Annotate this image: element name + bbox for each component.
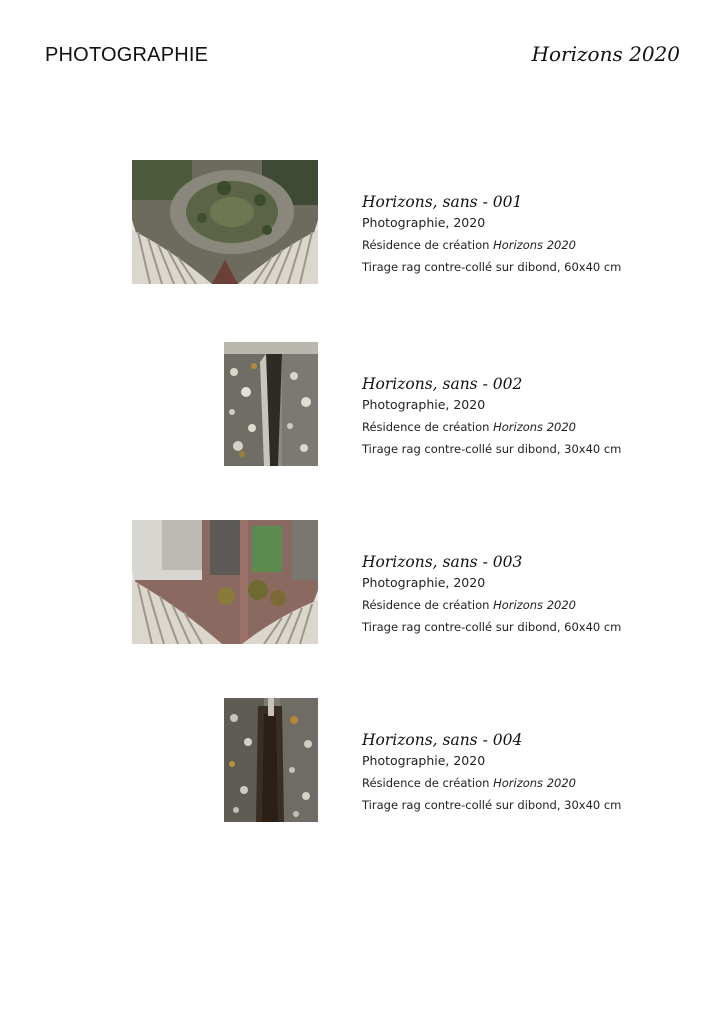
artwork-entry <box>0 342 724 467</box>
artwork-print: Tirage rag contre-collé sur dibond, 30x40 cm <box>362 442 622 456</box>
artwork-title: Horizons, sans - 003 <box>362 553 523 571</box>
residence-name: Horizons 2020 <box>493 238 576 252</box>
artwork-residence: Résidence de création Horizons 2020 <box>362 598 576 612</box>
project-title: Horizons 2020 <box>531 42 680 66</box>
artwork-print: Tirage rag contre-collé sur dibond, 60x40 cm <box>362 620 622 634</box>
artwork-caption <box>362 552 682 638</box>
artwork-medium: Photographie, 2020 <box>362 215 486 230</box>
artwork-entry <box>0 160 724 285</box>
artwork-caption <box>362 374 682 460</box>
section-title: PHOTOGRAPHIE <box>45 44 209 66</box>
artwork-caption <box>362 730 682 816</box>
artwork-title: Horizons, sans - 002 <box>362 375 523 393</box>
artwork-photo <box>224 698 318 822</box>
residence-name: Horizons 2020 <box>493 598 576 612</box>
artwork-print: Tirage rag contre-collé sur dibond, 30x40 cm <box>362 798 622 812</box>
artwork-photo <box>132 160 318 284</box>
artwork-residence: Résidence de création Horizons 2020 <box>362 238 576 252</box>
artwork-entry <box>0 520 724 645</box>
artwork-photo <box>224 342 318 466</box>
artwork-title: Horizons, sans - 004 <box>362 731 523 749</box>
residence-name: Horizons 2020 <box>493 776 576 790</box>
artwork-residence: Résidence de création Horizons 2020 <box>362 420 576 434</box>
artwork-entry <box>0 698 724 823</box>
artwork-caption <box>362 192 682 278</box>
artwork-photo <box>132 520 318 644</box>
artwork-residence: Résidence de création Horizons 2020 <box>362 776 576 790</box>
artwork-medium: Photographie, 2020 <box>362 753 486 768</box>
residence-name: Horizons 2020 <box>493 420 576 434</box>
artwork-medium: Photographie, 2020 <box>362 397 486 412</box>
artwork-medium: Photographie, 2020 <box>362 575 486 590</box>
artwork-print: Tirage rag contre-collé sur dibond, 60x40 cm <box>362 260 622 274</box>
artwork-title: Horizons, sans - 001 <box>362 193 523 211</box>
